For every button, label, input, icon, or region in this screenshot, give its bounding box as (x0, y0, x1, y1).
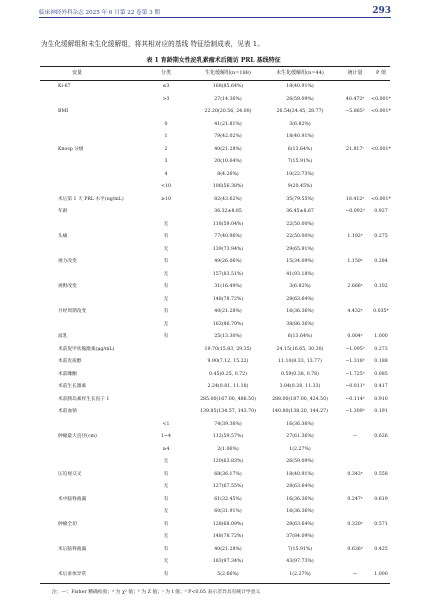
category-cell: 有 (163, 334, 169, 339)
variable-cell: 术后第 1 天 PRL 水平(ng/mL) (58, 196, 124, 202)
no-remission-cell: 10(22.73%) (286, 171, 314, 177)
remission-cell: 285.00(167.00, 486.50) (200, 396, 256, 402)
no-remission-cell: 41(93.18%) (286, 271, 314, 277)
category-cell: 无 (163, 559, 169, 564)
table-row (0, 457, 427, 468)
remission-cell: 5(2.66%) (217, 571, 239, 577)
table-row (0, 420, 427, 431)
remission-cell: 0.45(0.25, 0.72) (209, 371, 247, 377)
remission-cell: 68(36.17%) (214, 471, 242, 477)
col-header-no-remission: 未生化缓解组(n=44) (276, 70, 324, 76)
remission-cell: 128(68.09%) (212, 521, 244, 527)
no-remission-cell: 26.54(24.45, 28.77) (276, 109, 324, 114)
p-value-cell: 1.000 (374, 571, 388, 577)
remission-cell: 8(4.26%) (217, 171, 239, 177)
p-value-cell: 0.191 (374, 409, 388, 414)
remission-cell: 106(56.38%) (212, 184, 244, 189)
table-row (0, 257, 427, 268)
category-cell: 无 (163, 246, 169, 252)
no-remission-cell: 1(2.27%) (289, 446, 311, 452)
no-remission-cell: 18(40.91%) (286, 84, 314, 89)
variable-cell: BMI (58, 109, 69, 114)
no-remission-cell: 16(36.36%) (286, 309, 314, 314)
variable-cell: 溢乳 (58, 334, 68, 339)
variable-cell: 视力改变 (58, 259, 77, 264)
category-cell: >3 (162, 96, 170, 102)
statistic-cell: −0.011ᵇ (345, 384, 365, 389)
p-value-cell: 0.558 (374, 471, 388, 477)
remission-cell: 60(31.91%) (214, 509, 242, 514)
statistic-cell: 1.150ᵃ (347, 259, 363, 264)
table-row (0, 220, 427, 231)
category-cell: 无 (163, 459, 169, 464)
variable-cell: 肿瘤最大直径(cm) (58, 434, 97, 439)
table-row (0, 507, 427, 518)
remission-cell: 139(73.94%) (212, 246, 244, 252)
table-top-rule (40, 66, 390, 67)
no-remission-cell: 22(50.00%) (286, 221, 314, 227)
remission-cell: 31(16.49%) (214, 284, 242, 289)
remission-cell: 157(83.51%) (212, 271, 244, 277)
table-row (0, 282, 427, 293)
p-value-cell: 0.284 (374, 259, 388, 264)
table-row (0, 232, 427, 243)
table-row (0, 495, 427, 506)
remission-cell: 82(43.62%) (214, 196, 242, 202)
remission-cell: 49(26.06%) (214, 259, 242, 264)
category-cell: 1~4 (161, 434, 171, 439)
remission-cell: 79(42.02%) (214, 134, 242, 139)
no-remission-cell: 7(15.91%) (287, 159, 313, 164)
statistic-cell: 18.412ᵃ (345, 196, 365, 202)
journal-name: 临床神经外科杂志 2025 年 6 月第 22 卷第 3 期 (39, 10, 161, 16)
table-row (0, 570, 427, 581)
col-header-remission: 生化缓解组(n=188) (205, 70, 251, 76)
variable-cell: 术前生长激素 (58, 384, 87, 389)
p-value-cell: <0.001* (371, 109, 391, 114)
table-row (0, 145, 427, 156)
remission-cell: 22.20(20.56, 24.00) (204, 109, 252, 114)
table-row (0, 557, 427, 568)
table-row (0, 182, 427, 193)
category-cell: 无 (163, 484, 169, 489)
category-cell: 1 (164, 134, 168, 139)
table-header-row (0, 68, 427, 79)
no-remission-cell: 6(13.64%) (287, 334, 313, 339)
table-row (0, 382, 427, 393)
category-cell: 有 (163, 571, 169, 577)
category-cell: ≤3 (162, 84, 170, 89)
no-remission-cell: 26(59.09%) (286, 459, 314, 464)
category-cell: ≥10 (161, 196, 171, 202)
category-cell: 有 (163, 521, 169, 527)
header-divider (39, 17, 391, 18)
category-cell: 有 (163, 309, 169, 314)
variable-cell: 术前雌酮 (58, 371, 77, 377)
table-row (0, 345, 427, 356)
category-cell: 4 (164, 171, 168, 177)
category-cell: 无 (163, 221, 169, 227)
statistic-cell: −0.114ᵇ (345, 396, 365, 402)
no-remission-cell: 3(6.82%) (289, 284, 311, 289)
table-row (0, 520, 427, 531)
statistic-cell: −1.309ᵇ (345, 409, 365, 414)
category-cell: 3 (164, 159, 168, 164)
p-value-cell: 0.102 (374, 284, 388, 289)
remission-cell: 41(21.81%) (214, 121, 242, 127)
remission-cell: 40(21.28%) (214, 309, 242, 314)
no-remission-cell: 15(34.09%) (286, 259, 314, 264)
category-cell: <1 (162, 421, 170, 427)
p-value-cell: 0.085 (374, 371, 388, 377)
p-value-cell: 0.035* (373, 309, 389, 314)
statistic-cell: 2.666ᵃ (347, 284, 363, 289)
remission-cell: 183(97.34%) (212, 559, 244, 564)
no-remission-cell: 29(65.91%) (286, 246, 314, 252)
col-header-p-value: P 值 (376, 70, 386, 76)
variable-cell: 术前皮质醇 (58, 359, 82, 364)
p-value-cell: <0.001* (371, 196, 391, 202)
statistic-cell: 40.472ᵃ (345, 96, 365, 102)
no-remission-cell: 18(40.91%) (286, 134, 314, 139)
p-value-cell: 0.619 (374, 496, 388, 502)
table-row (0, 332, 427, 343)
remission-cell: 120(63.83%) (212, 459, 244, 464)
statistic-cell: −1.318ᵇ (345, 359, 365, 364)
p-value-cell: <0.001* (371, 96, 391, 102)
variable-cell: 视野改变 (58, 284, 77, 289)
no-remission-cell: 16(36.36%) (286, 421, 314, 427)
table-row (0, 395, 427, 406)
category-cell: 有 (163, 259, 169, 264)
col-header-category: 分类 (160, 70, 171, 76)
statistic-cell: 0.247ᵃ (347, 496, 363, 502)
no-remission-cell: 27(61.36%) (286, 434, 314, 439)
remission-cell: 77(40.96%) (214, 234, 242, 239)
remission-cell: 20(10.64%) (214, 159, 242, 164)
statistic-cell: −0.092ᵈ (345, 209, 365, 214)
no-remission-cell: 140.80(138.20, 144.27) (272, 409, 328, 414)
no-remission-cell: 18(40.91%) (286, 471, 314, 477)
table-row (0, 370, 427, 381)
remission-cell: 61(32.45%) (214, 496, 242, 502)
journal-header (39, 8, 391, 16)
category-cell: 无 (163, 296, 169, 302)
table-row (0, 482, 427, 493)
no-remission-cell: 38(86.36%) (286, 321, 314, 327)
table-row (0, 120, 427, 131)
no-remission-cell: 1(2.27%) (289, 571, 311, 577)
p-value-cell: 0.188 (374, 359, 388, 364)
no-remission-cell: 28(63.64%) (286, 521, 314, 527)
variable-cell: 术后脑脊液漏 (58, 546, 87, 552)
no-remission-cell: 3.04(0.28, 11.33) (279, 384, 321, 389)
statistic-cell: — (352, 434, 358, 439)
remission-cell: 148(78.72%) (212, 534, 244, 539)
no-remission-cell: 28(63.64%) (286, 296, 314, 302)
category-cell: 有 (163, 471, 169, 477)
category-cell: ≥4 (162, 446, 170, 452)
table-row (0, 545, 427, 556)
remission-cell: 2(1.06%) (217, 446, 239, 452)
statistic-cell: −5.865ᵇ (345, 109, 365, 114)
statistic-cell: — (352, 571, 358, 577)
remission-cell: 40(21.28%) (214, 146, 242, 152)
p-value-cell: 0.626 (374, 434, 388, 439)
remission-cell: 36.32±8.85 (214, 209, 242, 214)
intro-paragraph: 为生化缓解组和未生化缓解组，将其相对应的基线 特征绘制成表，见表 1。 (41, 40, 264, 48)
no-remission-cell: 36.45±8.67 (286, 209, 314, 214)
no-remission-cell: 43(97.73%) (286, 559, 314, 564)
category-cell: 无 (163, 271, 169, 277)
no-remission-cell: 9(20.45%) (287, 184, 313, 189)
remission-cell: 27(14.36%) (214, 96, 242, 102)
remission-cell: 40(21.28%) (214, 546, 242, 552)
remission-cell: 74(39.36%) (214, 421, 242, 427)
remission-cell: 163(86.70%) (212, 321, 244, 327)
no-remission-cell: 288.00(187.00, 424.50) (272, 396, 328, 402)
table-row (0, 95, 427, 106)
no-remission-cell: 28(63.64%) (286, 484, 314, 489)
category-cell: 2 (164, 146, 168, 152)
category-cell: 无 (163, 321, 169, 327)
table-row (0, 532, 427, 543)
p-value-cell: 0.275 (374, 234, 388, 239)
table-header-rule (40, 80, 390, 81)
variable-cell: 压迫视交叉 (58, 471, 82, 477)
remission-cell: 25(13.30%) (214, 334, 242, 339)
category-cell: 有 (163, 496, 169, 502)
table-row (0, 270, 427, 281)
table-row (0, 470, 427, 481)
remission-cell: 127(67.55%) (212, 484, 244, 489)
remission-cell: 139.85(134.57, 143.70) (200, 409, 256, 414)
page-number: 293 (372, 6, 391, 16)
p-value-cell: 0.425 (374, 546, 388, 552)
table-row (0, 170, 427, 181)
no-remission-cell: 35(79.55%) (286, 196, 314, 202)
table-row (0, 195, 427, 206)
p-value-cell: 1.000 (374, 334, 388, 339)
p-value-cell: 0.417 (374, 384, 388, 389)
table-row (0, 295, 427, 306)
no-remission-cell: 37(84.09%) (286, 534, 314, 539)
table-row (0, 157, 427, 168)
table-row (0, 357, 427, 368)
category-cell: 有 (163, 284, 169, 289)
no-remission-cell: 22(50.00%) (286, 234, 314, 239)
category-cell: 有 (163, 546, 169, 552)
variable-cell: 肿瘤全切 (58, 521, 77, 527)
no-remission-cell: 3(6.82%) (289, 121, 311, 127)
no-remission-cell: 24.15(16.65, 30.30) (276, 346, 324, 352)
table-row (0, 320, 427, 331)
category-cell: <10 (161, 184, 171, 189)
no-remission-cell: 0.59(0.38, 0.78) (281, 371, 319, 377)
no-remission-cell: 11.10(8.33, 13.77) (278, 359, 322, 364)
table-row (0, 245, 427, 256)
p-value-cell: 0.571 (374, 521, 388, 527)
no-remission-cell: 6(13.64%) (287, 146, 313, 152)
table-bottom-rule (40, 583, 390, 584)
table-footnote: 注：—：Fisher 精确检验；ᵃ 为 χ² 值；ᵇ 为 Z 值；ᶜ 为 t 值；ᵈ P<0.05 表示差异具有统计学意义 (52, 590, 261, 595)
variable-cell: 月经周期改变 (58, 309, 87, 314)
no-remission-cell: 16(36.36%) (286, 509, 314, 514)
category-cell: 无 (163, 534, 169, 539)
statistic-cell: −1.725ᵇ (345, 371, 365, 377)
variable-cell: Knosp 分级 (58, 146, 84, 152)
statistic-cell: 21.817ᶜ (345, 146, 365, 152)
category-cell: 0 (164, 121, 168, 127)
remission-cell: 112(59.57%) (212, 434, 244, 439)
table-row (0, 132, 427, 143)
variable-cell: 术后垂体异常 (58, 571, 87, 577)
statistic-cell: 4.432ᵃ (347, 309, 363, 314)
no-remission-cell: 7(15.91%) (287, 546, 313, 552)
variable-cell: 头痛 (58, 234, 68, 239)
remission-cell: 168(85.64%) (212, 84, 244, 89)
variable-cell: 年龄 (58, 209, 68, 214)
statistic-cell: 1.192ᵃ (347, 234, 363, 239)
p-value-cell: 0.910 (374, 396, 388, 402)
table-title: 表 1 育龄期女性泌乳素瘤术后随访 PRL 基线特征 (146, 57, 281, 64)
variable-cell: 术前促甲状腺激素(μg/mL) (58, 346, 115, 352)
remission-cell: 118(59.04%) (212, 221, 244, 227)
variable-cell: 术中脑脊液漏 (58, 496, 87, 502)
table-row (0, 445, 427, 456)
remission-cell: 148(78.72%) (212, 296, 244, 302)
col-header-statistic: 统计量 (347, 70, 363, 76)
table-row (0, 82, 427, 93)
statistic-cell: 0.320ᵃ (347, 521, 363, 527)
statistic-cell: 0.636ᵃ (347, 546, 363, 552)
variable-cell: 术前胰岛素样生长因子 1 (58, 396, 110, 402)
statistic-cell: −1.095ᵇ (345, 346, 365, 352)
no-remission-cell: 26(59.09%) (286, 96, 314, 102)
table-row (0, 407, 427, 418)
statistic-cell: 0.343ᵃ (347, 471, 363, 477)
table-row (0, 432, 427, 443)
table-row (0, 207, 427, 218)
category-cell: 无 (163, 509, 169, 514)
table-row (0, 307, 427, 318)
category-cell: 有 (163, 234, 169, 239)
p-value-cell: 0.927 (374, 209, 388, 214)
remission-cell: 19.70(15.83, 29.35) (204, 346, 252, 352)
p-value-cell: 0.273 (374, 346, 388, 352)
remission-cell: 2.24(0.81, 11.18) (207, 384, 249, 389)
remission-cell: 9.90(7.12, 15.22) (207, 359, 249, 364)
table-row (0, 107, 427, 118)
variable-cell: 术前血钠 (58, 409, 77, 414)
variable-cell: Ki-67 (58, 84, 71, 89)
no-remission-cell: 16(36.36%) (286, 496, 314, 502)
col-header-variable: 变量 (72, 70, 83, 76)
p-value-cell: <0.001* (371, 146, 391, 152)
statistic-cell: 0.004ᵃ (347, 334, 363, 339)
